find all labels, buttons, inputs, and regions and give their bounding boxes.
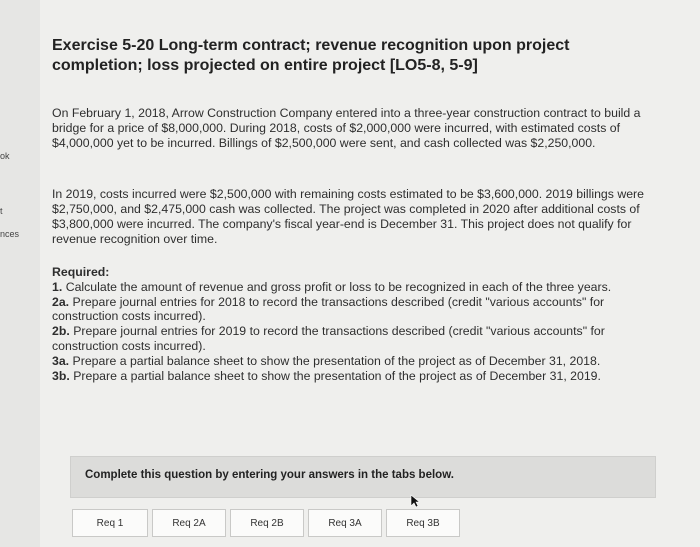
problem-paragraph-2: In 2019, costs incurred were $2,500,000 with remaining costs estimated to be $3,600,000. 2019 billings were $2,750,000, and $2,475,000 cash was collected. The project was completed in 2020 after additional costs of $3,800,000 were incurred. The company's fiscal year-end is December 31. This project does not qualify for revenue recognition over time. xyxy=(52,187,644,246)
instructions-box xyxy=(70,456,656,498)
required-item-number: 3b. xyxy=(52,368,70,383)
required-heading: Required: xyxy=(52,265,110,279)
sidebar-fragment: t xyxy=(0,206,3,216)
required-item xyxy=(52,324,652,354)
tab-req-2a[interactable]: Req 2A xyxy=(152,509,226,537)
sidebar-fragment: ok xyxy=(0,151,10,161)
required-item-text: Prepare journal entries for 2019 to record the transactions described (credit "various accounts" for construction costs incurred). xyxy=(52,324,605,353)
required-item-text: Prepare journal entries for 2018 to record the transactions described (credit "various accounts" for construction costs incurred). xyxy=(52,294,605,324)
arrow-cursor-icon xyxy=(410,494,420,508)
required-item-number: 3a. xyxy=(52,353,70,368)
tab-req-1[interactable]: Req 1 xyxy=(72,509,148,537)
required-item-number: 2a. xyxy=(52,294,70,309)
required-item xyxy=(52,280,652,295)
required-item-number: 2b. xyxy=(52,324,70,339)
required-item xyxy=(52,354,652,369)
tab-req-3b[interactable]: Req 3B xyxy=(386,509,460,537)
required-section xyxy=(52,265,652,383)
required-item-text: Prepare a partial balance sheet to show the presentation of the project as of December 31, 2019. xyxy=(73,368,601,383)
problem-paragraph-1: On February 1, 2018, Arrow Construction Company entered into a three-year construction contract to build a bridge for a price of $8,000,000. During 2018, costs of $2,000,000 were incurred, with estimated costs of $4,000,000 yet to be incurred. Billings of $2,500,000 were sent, and cash collected was $2,250,000. xyxy=(52,106,641,150)
tab-req-2b[interactable]: Req 2B xyxy=(230,509,304,537)
required-item-number: 1. xyxy=(52,279,63,294)
requirement-tabs xyxy=(72,509,460,537)
instructions-text: Complete this question by entering your answers in the tabs below. xyxy=(85,469,454,481)
required-item-text: Calculate the amount of revenue and gross profit or loss to be recognized in each of the three years. xyxy=(65,279,612,294)
exercise-title: Exercise 5-20 Long-term contract; revenue recognition upon project completion; loss projected on entire project [LO5-8, 5-9] xyxy=(52,37,570,74)
sidebar-strip xyxy=(0,0,40,547)
required-item xyxy=(52,295,652,325)
sidebar-fragment: nces xyxy=(0,229,20,239)
required-item xyxy=(52,369,652,384)
tab-req-3a[interactable]: Req 3A xyxy=(308,509,382,537)
required-item-text: Prepare a partial balance sheet to show the presentation of the project as of December 31, 2018. xyxy=(72,353,601,368)
